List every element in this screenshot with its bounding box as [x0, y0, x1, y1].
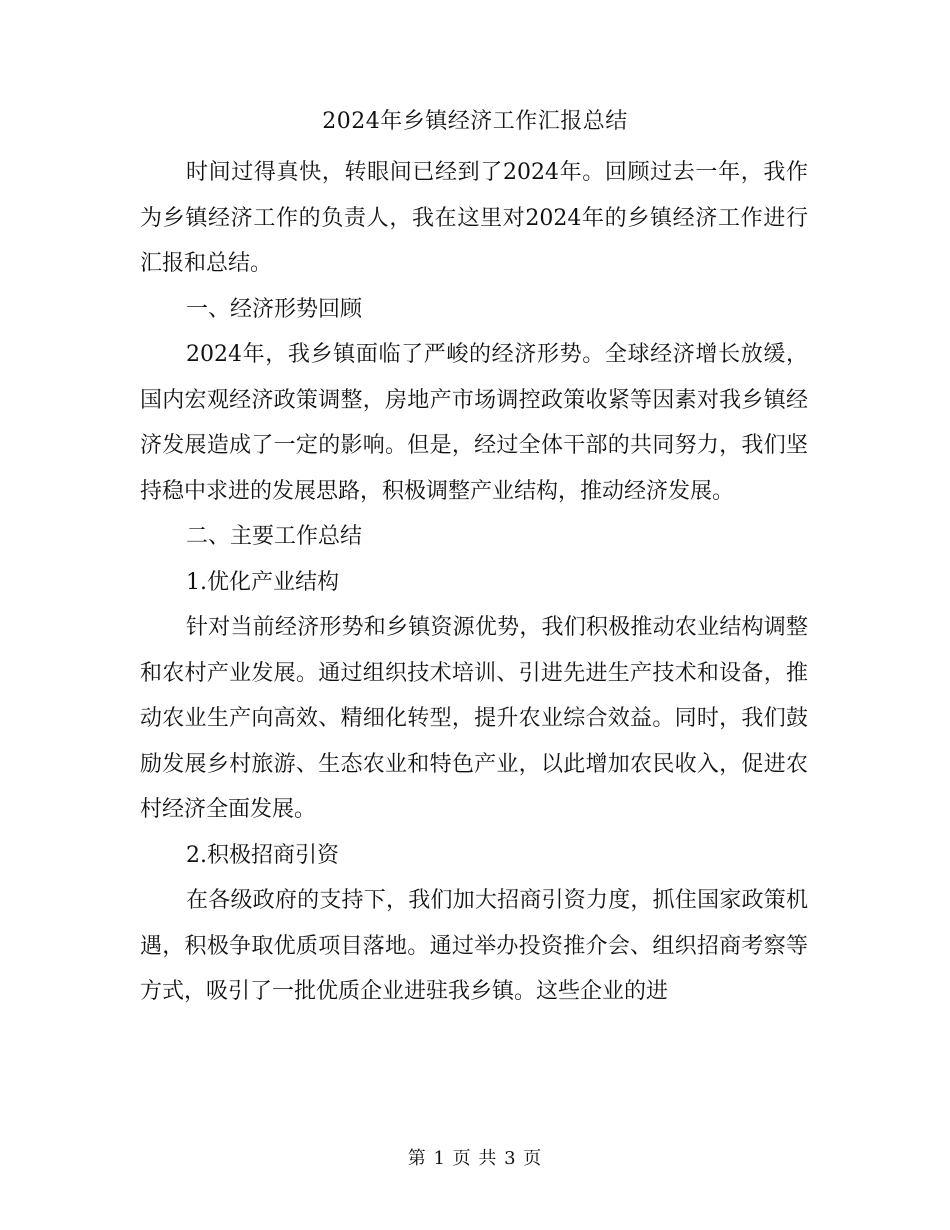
subheading-industry-structure: 1.优化产业结构: [186, 569, 339, 595]
paragraph-economic-review: 2024年，我乡镇面临了严峻的经济形势。全球经济增长放缓，国内宏观经济政策调整，房地产市场调控政策收紧等因素对我乡镇经济发展造成了一定的影响。但是，经过全体干部的共同努力，我们坚持稳中求进的发展思路，积极调整产业结构，推动经济发展。: [140, 342, 808, 504]
section-heading-economic-review: 一、经济形势回顾: [186, 296, 363, 322]
paragraph-industry-structure: 针对当前经济形势和乡镇资源优势，我们积极推动农业结构调整和农村产业发展。通过组织技术培训、引进先进生产技术和设备，推动农业生产向高效、精细化转型，提升农业综合效益。同时，我们鼓励发展乡村旅游、生态农业和特色产业，以此增加农民收入，促进农村经济全面发展。: [140, 615, 808, 822]
subheading-investment: 2.积极招商引资: [186, 842, 339, 868]
document-body: [140, 150, 808, 1015]
paragraph-investment: 在各级政府的支持下，我们加大招商引资力度，抓住国家政策机遇，积极争取优质项目落地。通过举办投资推介会、组织招商考察等方式，吸引了一批优质企业进驻我乡镇。这些企业的进: [140, 888, 808, 1004]
page-number-footer: 第 1 页 共 3 页: [407, 1148, 543, 1169]
paragraph-intro: 时间过得真快，转眼间已经到了2024年。回顾过去一年，我作为乡镇经济工作的负责人，我在这里对2024年的乡镇经济工作进行汇报和总结。: [140, 160, 808, 276]
section-heading-work-summary: 二、主要工作总结: [186, 524, 363, 549]
document-title: 2024年乡镇经济工作汇报总结: [322, 109, 628, 134]
